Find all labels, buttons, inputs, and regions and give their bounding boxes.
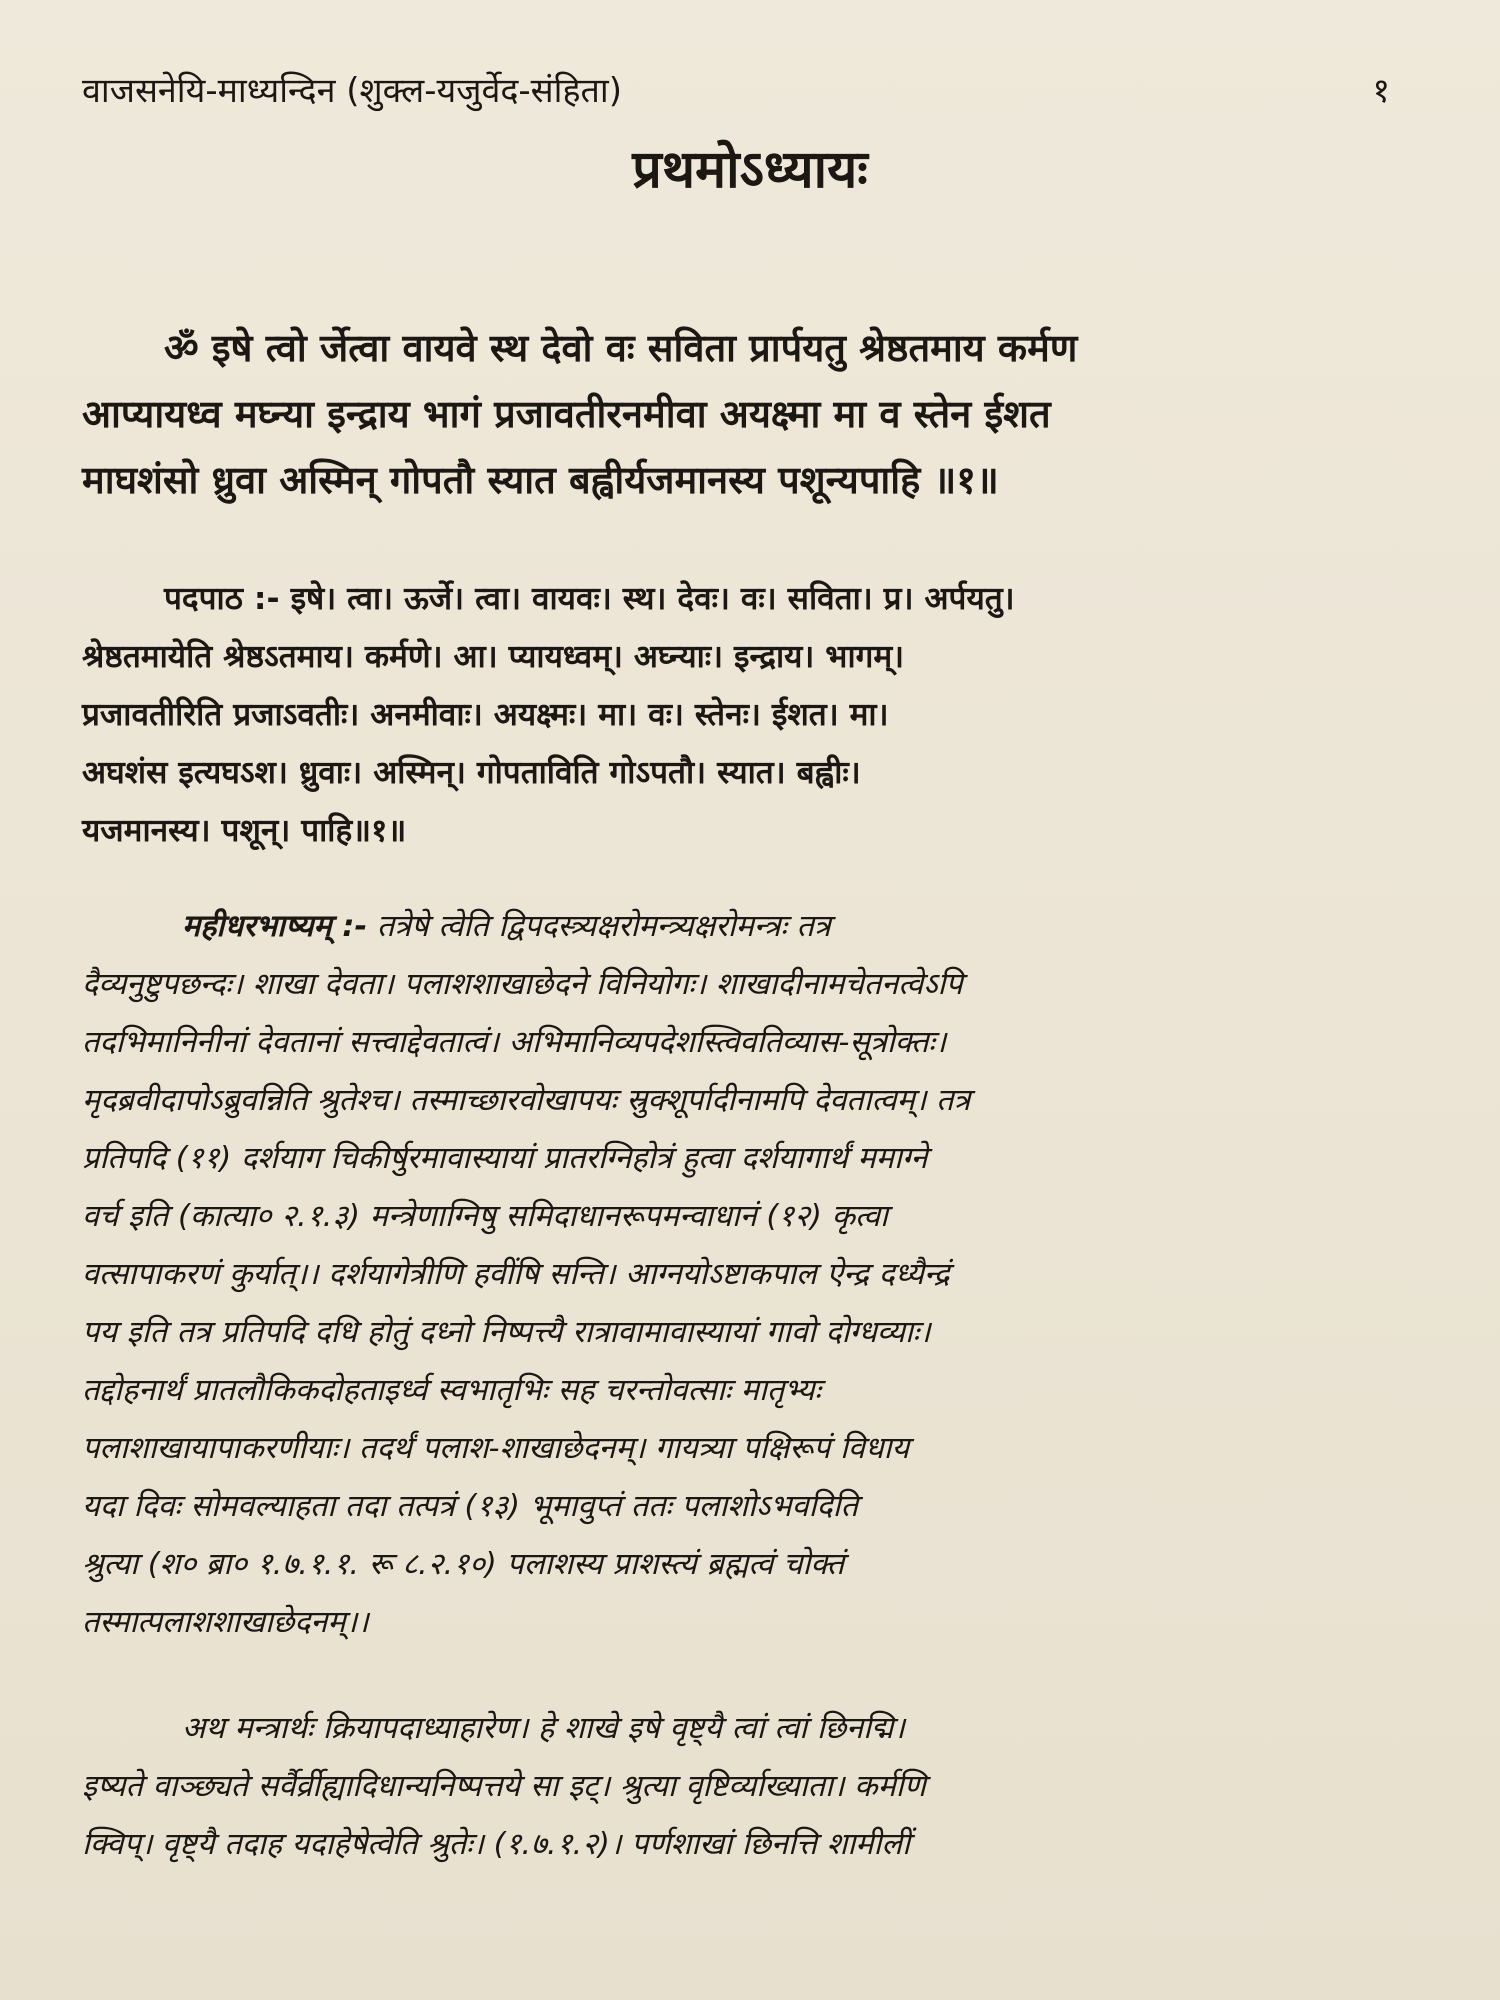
bhashya-line: पलाशाखायापाकरणीयाः। तदर्थं पलाश-शाखाछेदनम्। गायत्र्या पक्षिरूपं विधाय bbox=[82, 1431, 910, 1466]
mantrartha-line: इष्यते वाञ्छ्यते सर्वैर्व्रीह्यादिधान्यनिष्पत्तये सा इट्। श्रुत्या वृष्टिर्व्याख्याता। कर्मणि bbox=[82, 1769, 926, 1804]
mantra-line: ॐ इषे त्वो र्जेत्वा वायवे स्थ देवो वः सविता प्रार्पयतु श्रेष्ठतमाय कर्मण bbox=[164, 326, 1078, 370]
bhashya-line: तद्दोहनार्थं प्रातलौकिकदोहताइर्ध्व स्वभातृभिः सह चरन्तोवत्साः मातृभ्यः bbox=[82, 1373, 821, 1408]
padapatha-line: पदपाठ :- इषे। त्वा। ऊर्जे। त्वा। वायवः। स्थ। देवः। वः। सविता। प्र। अर्पयतु। bbox=[164, 581, 1015, 617]
bhashya-line: प्रतिपदि (११) दर्शयाग चिकीर्षुरमावास्यायां प्रातरग्निहोत्रं हुत्वा दर्शयागार्थं ममाग्ने bbox=[82, 1141, 928, 1176]
running-title: वाजसनेयि-माध्यन्दिन (शुक्ल-यजुर्वेद-संहिता) bbox=[82, 71, 622, 111]
running-head bbox=[82, 66, 1412, 116]
padapatha-line: प्रजावतीरिति प्रजाऽवतीः। अनमीवाः। अयक्ष्मः। मा। वः। स्तेनः। ईशत। मा। bbox=[82, 697, 889, 733]
padapatha-line: श्रेष्ठतमायेति श्रेष्ठऽतमाय। कर्मणे। आ। प्यायध्वम्। अघ्न्याः। इन्द्राय। भागम्। bbox=[82, 639, 905, 675]
bhashya-line: तदभिमानिनीनां देवतानां सत्त्वाद्देवतात्वं। अभिमानिव्यपदेशस्त्विवतिव्यास-सूत्रोक्तः। bbox=[82, 1025, 947, 1060]
bhashya-heading: महीधरभाष्यम् :- bbox=[182, 909, 368, 944]
bhashya-line: दैव्यनुष्टुपछन्दः। शाखा देवता। पलाशशाखाछेदने विनियोगः। शाखादीनामचेतनत्वेऽपि bbox=[82, 967, 963, 1002]
mantra-text bbox=[82, 315, 1412, 513]
padapatha-line: अघशंस इत्यघऽश। ध्रुवाः। अस्मिन्। गोपताविति गोऽपतौ। स्यात। बह्वीः। bbox=[82, 755, 861, 791]
bhashya-first-line-text: तत्रेषे त्वेति द्विपदस्त्र्यक्षरोमन्त्र्यक्षरोमन्त्रः तत्र bbox=[367, 909, 831, 944]
bhashya-line: वत्सापाकरणं कुर्यात्।। दर्शयागेत्रीणि हवींषि सन्ति। आग्नयोऽष्टाकपाल ऐन्द्र दध्यैन्द्रं bbox=[82, 1257, 950, 1292]
page-number: १ bbox=[1372, 71, 1390, 111]
mahidhara-bhashya bbox=[82, 898, 1412, 1652]
bhashya-line: मृदब्रवीदापोऽब्रुवन्निति श्रुतेश्च। तस्माच्छारवोखापयः स्रुक्शूर्पादीनामपि देवतात्वम्। तत्र bbox=[82, 1083, 971, 1118]
padapatha-line: यजमानस्य। पशून्। पाहि॥१॥ bbox=[82, 813, 407, 849]
padapatha-text bbox=[82, 570, 1412, 860]
mantra-line: आप्यायध्व मघ्न्या इन्द्राय भागं प्रजावतीरनमीवा अयक्ष्मा मा व स्तेन ईशत bbox=[82, 392, 1051, 436]
bhashya-line: तस्मात्पलाशशाखाछेदनम्।। bbox=[82, 1605, 369, 1640]
bhashya-line: पय इति तत्र प्रतिपदि दधि होतुं दध्नो निष्पत्त्यै रात्रावामावास्यायां गावो दोग्धव्याः। bbox=[82, 1315, 931, 1350]
mantrartha-line: क्विप्। वृष्ट्यै तदाह यदाहेषेत्वेति श्रुतेः। (१.७.१.२)। पर्णशाखां छिनत्ति शामीलीं bbox=[82, 1827, 910, 1862]
chapter-title: प्रथमोऽध्यायः bbox=[632, 140, 868, 200]
bhashya-line: श्रुत्या (श० ब्रा० १.७.१.१. रू ८.२.१०) पलाशस्य प्राशस्त्यं ब्रह्मत्वं चोक्तं bbox=[82, 1547, 845, 1582]
bhashya-line: यदा दिवः सोमवल्याहता तदा तत्पत्रं (१३) भूमावुप्तं ततः पलाशोऽभवदिति bbox=[82, 1489, 858, 1524]
mantrartha-text bbox=[82, 1700, 1412, 1874]
mantrartha-line: अथ मन्त्रार्थः क्रियापदाध्याहारेण। हे शाखे इषे वृष्ट्यै त्वां त्वां छिनद्मि। bbox=[182, 1711, 905, 1746]
mantra-line: माघशंसो ध्रुवा अस्मिन् गोपतौ स्यात बह्वीर्यजमानस्य पशून्यपाहि ॥१॥ bbox=[82, 458, 999, 502]
bhashya-line: वर्च इति (कात्या० २.१.३) मन्त्रेणाग्निषु समिदाधानरूपमन्वाधानं (१२) कृत्वा bbox=[82, 1199, 888, 1234]
bhashya-first-line bbox=[82, 898, 1412, 956]
